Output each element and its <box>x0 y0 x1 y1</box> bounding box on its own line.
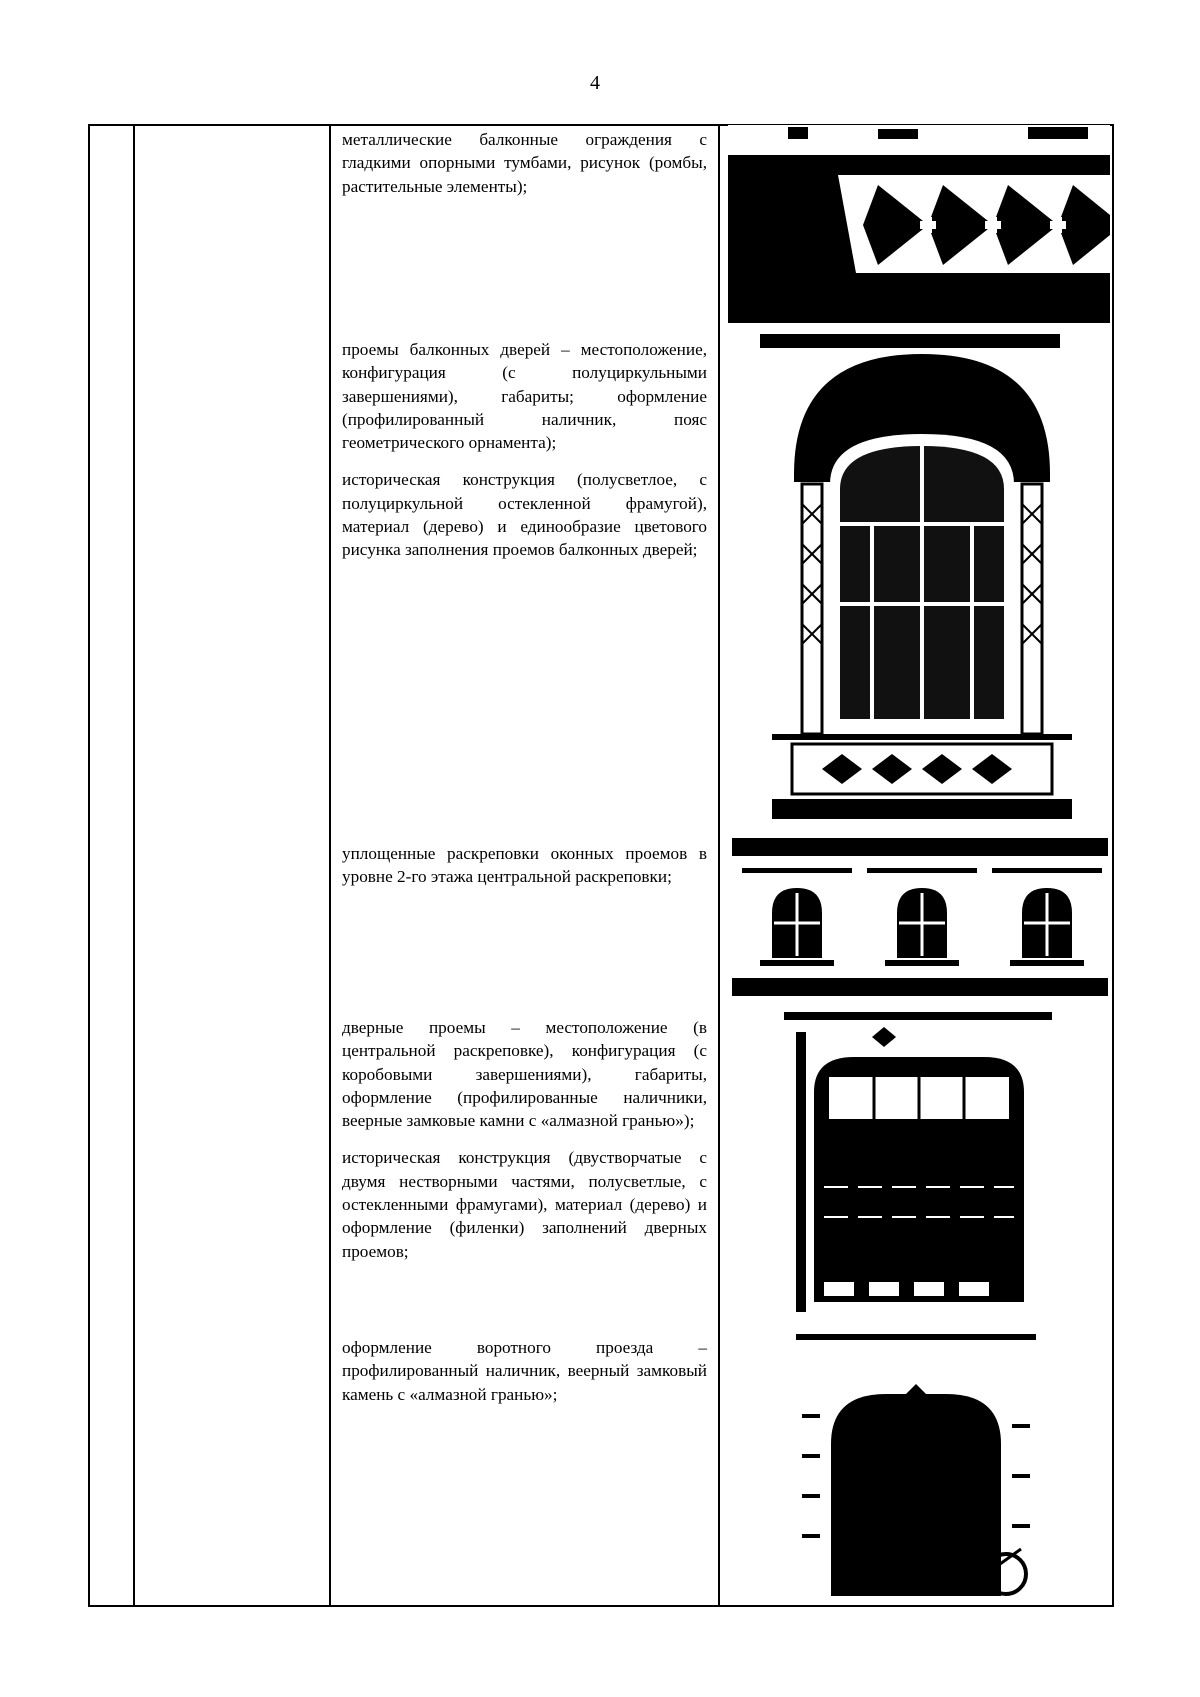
description-paragraph: дверные проемы – местоположение (в центральной раскреповке), конфигурация (с коробовыми завершениями), габариты, оформление (профилированные наличники, веерные замковые камни с «алмазной гранью»); <box>342 1018 707 1131</box>
description-paragraph: историческая конструкция (двустворчатые с двумя нестворными частями, полусветлые, с остекленными фрамугами), материал (дерево) и оформление (филенки) заполнений дверных проемов; <box>342 1148 707 1261</box>
entrance-door-photo <box>784 1012 1052 1312</box>
description-paragraph: оформление воротного проезда – профилированный наличник, веерный замковый камень с «алмазной гранью»; <box>342 1338 707 1404</box>
description-block-1 <box>342 128 707 212</box>
column-divider-1 <box>133 124 135 1607</box>
balcony-railing-photo <box>728 125 1110 323</box>
page-number: 4 <box>590 72 600 94</box>
balcony-door-photo <box>752 334 1092 826</box>
description-block-4 <box>342 1016 707 1277</box>
description-paragraph: историческая конструкция (полусветлое, с полуциркульной остекленной фрамугой), материал (дерево) и единообразие цветового рисунка заполнения проемов балконных дверей; <box>342 470 707 560</box>
column-divider-3 <box>718 124 720 1607</box>
description-block-3 <box>342 842 707 903</box>
description-paragraph: уплощенные раскреповки оконных проемов в уровне 2-го этажа центральной раскреповки; <box>342 844 707 887</box>
window-bays-photo <box>732 838 1108 996</box>
column-divider-2 <box>329 124 331 1607</box>
description-paragraph: металлические балконные ограждения с гладкими опорными тумбами, рисунок (ромбы, растительные элементы); <box>342 130 707 196</box>
description-paragraph: проемы балконных дверей – местоположение, конфигурация (с полуциркульными завершениями), габариты; оформление (профилированный наличник, пояс геометрического орнамента); <box>342 340 707 453</box>
description-block-2 <box>342 338 707 576</box>
gateway-photo <box>796 1334 1036 1604</box>
description-block-5 <box>342 1336 707 1420</box>
